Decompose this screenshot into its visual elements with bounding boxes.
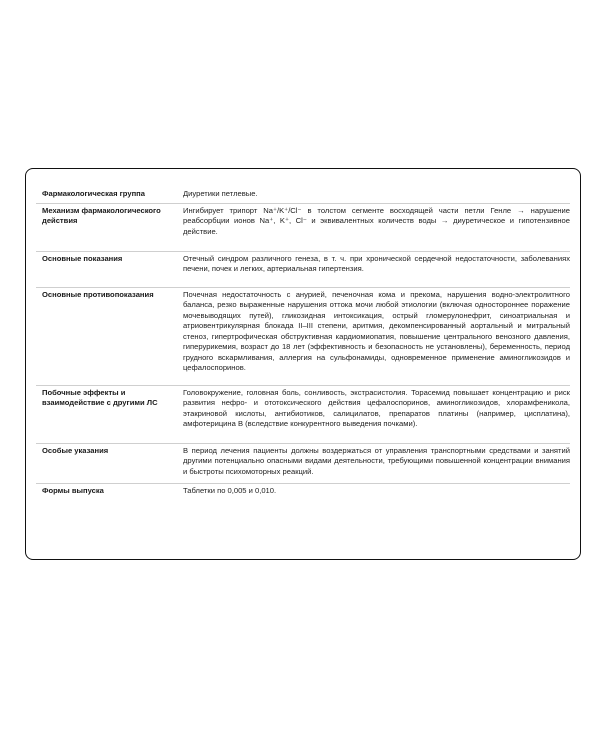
row-contraindications: [36, 288, 570, 386]
row-label: Фармакологическая группа: [42, 189, 145, 198]
row-value: Ингибирует трипорт Na⁺/K⁺/Cl⁻ в толстом сегменте восходящей части петли Генле → нарушение реабсорбции ионов Na⁺, K⁺, Cl⁻ и эквивалентных количеств воды → диуретическое и гипотензивное действие.: [183, 205, 570, 236]
row-label: Формы выпуска: [42, 485, 104, 495]
row-label: Основные показания: [42, 253, 123, 263]
row-side-effects: [36, 386, 570, 444]
drug-info-card: [25, 168, 581, 560]
row-special-notes: [36, 444, 570, 484]
row-value: Почечная недостаточность с анурией, печеночная кома и прекома, нарушения водно-электролитного баланса, резко выраженные нарушения оттока мочи любой этиологии (включая одностороннее поражение мочевыводящих путей), гликозидная интоксикация, острый гломерулонефрит, синоатриальная и атриовентрикулярная блокада II–III степени, аритмия, декомпенсированный аортальный и митральный стеноз, гипертрофическая обструктивная кардиомиопатия, повышение центрального венозного давления, гиперурикемия, возраст до 18 лет (эффективность и безопасность не установлены), беременность, период грудного вскармливания, аллергия на сульфонамиды, одновременное применение аминогликозидов и цефалоспоринов.: [183, 289, 570, 372]
row-label: Основные противопоказания: [42, 289, 154, 299]
row-value: Отечный синдром различного генеза, в т. ч. при хронической сердечной недостаточности, заболеваниях печени, почек и легких, артериальная гипертензия.: [183, 253, 570, 273]
row-label: Механизм фармакологического действия: [42, 205, 161, 225]
row-label: Особые указания: [42, 445, 109, 455]
row-value: Таблетки по 0,005 и 0,010.: [183, 485, 277, 495]
row-value: В период лечения пациенты должны воздержаться от управления транспортными средствами и занятий другими потенциально опасными видами деятельности, требующими повышенной концентрации внимания и быстроты психомоторных реакций.: [183, 445, 570, 476]
row-mechanism: [36, 204, 570, 252]
row-pharmacological-group: [36, 187, 570, 204]
row-indications: [36, 252, 570, 288]
row-value: Диуретики петлевые.: [183, 189, 258, 198]
row-release-forms: [36, 484, 570, 500]
row-label: Побочные эффекты и взаимодействие с другими ЛС: [42, 387, 158, 407]
row-value: Головокружение, головная боль, сонливость, экстрасистолия. Торасемид повышает концентрацию и риск развития нефро- и ототоксического действия цефалоспоринов, аминогликозидов, хлорамфеникола, этакриновой кислоты, антибиотиков, салицилатов, препаратов платины (например, цисплатина), амфотерицина B (вследствие конкурентного выведения почками).: [183, 387, 570, 428]
